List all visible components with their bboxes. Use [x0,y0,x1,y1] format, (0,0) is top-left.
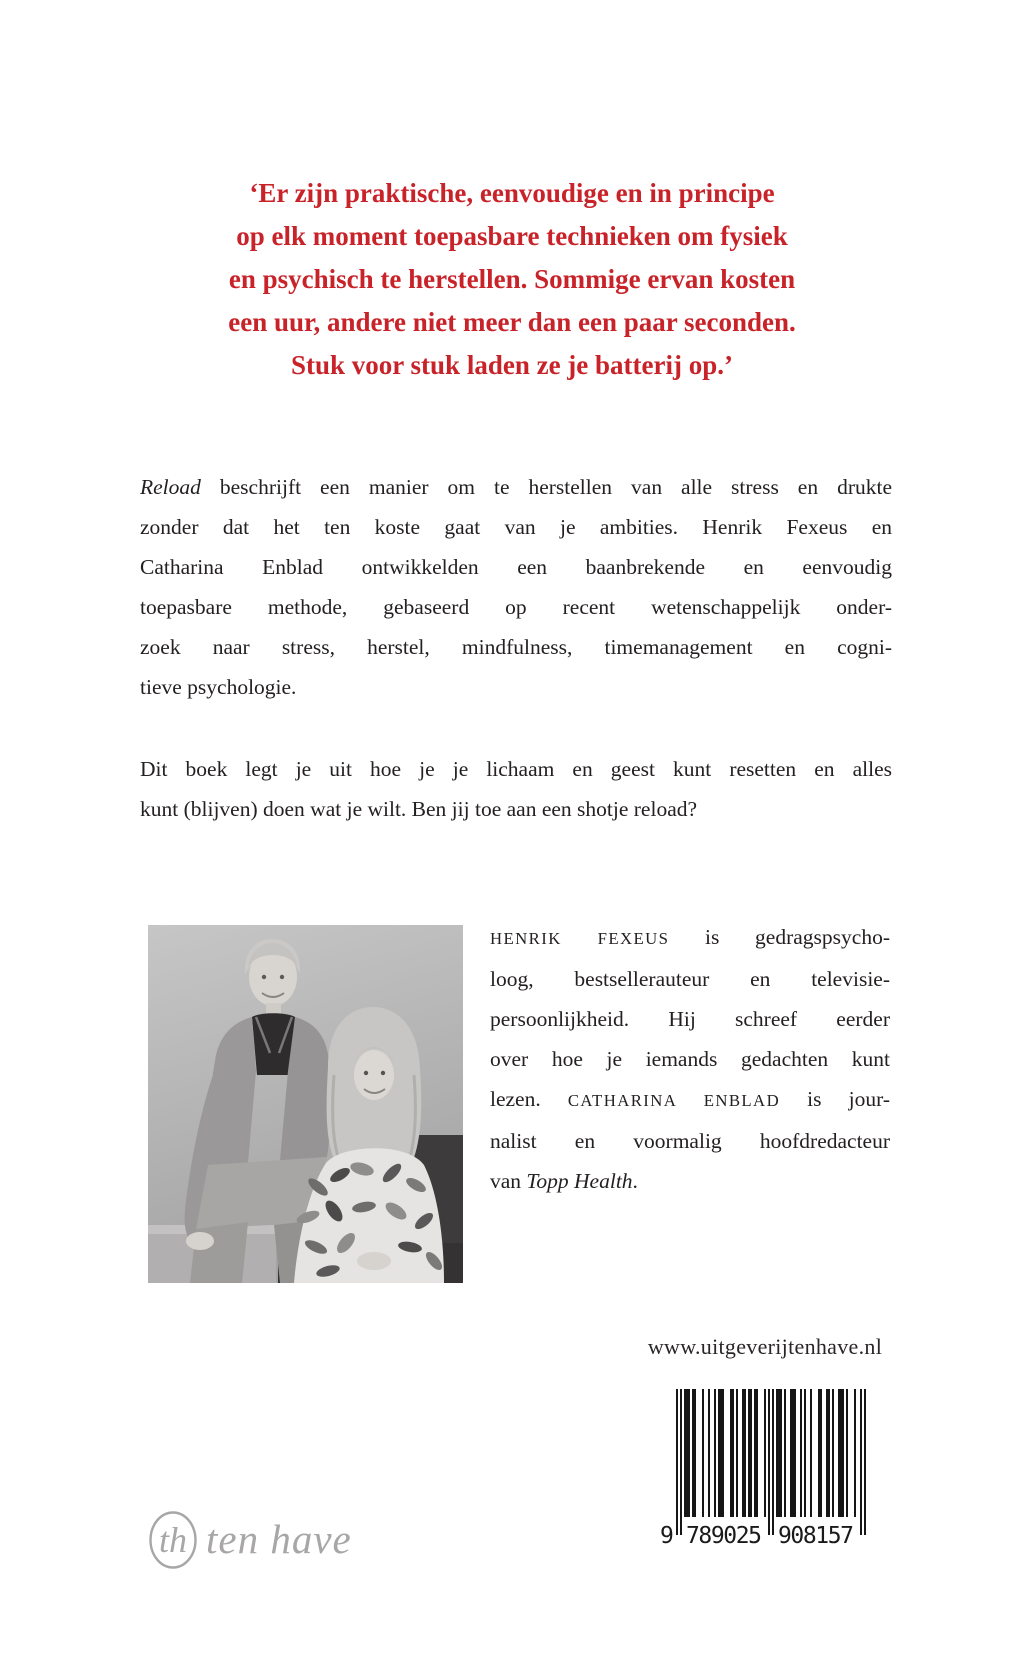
text-line [490,1079,890,1121]
barcode-bar [860,1389,862,1535]
barcode-bar [810,1389,812,1517]
logo-name: ten have [206,1516,352,1562]
text-line [140,627,892,667]
text-segment: CATHARINA ENBLAD [567,1091,781,1110]
barcode-bar [794,1389,796,1517]
text-segment: over hoe je iemands gedachten kunt [490,1047,890,1071]
barcode-bar [840,1389,842,1517]
barcode-bar [718,1389,720,1517]
barcode-bar [842,1389,844,1517]
barcode-bar [826,1389,828,1517]
text-line [490,959,890,999]
barcode-bar [722,1389,724,1517]
isbn-barcode [656,1389,868,1549]
barcode-bar [736,1389,738,1517]
barcode-bar [686,1389,688,1517]
barcode-bar [820,1389,822,1517]
barcode-bar [680,1389,682,1535]
barcode-bar [676,1389,678,1535]
barcode-bar [846,1389,848,1517]
barcode-bar [792,1389,794,1517]
text-segment: toepasbare methode, gebaseerd op recent wetenschappelijk onder- [140,595,892,619]
barcode-digits-right: 908157 [778,1523,854,1549]
barcode-bar [744,1389,746,1517]
barcode-bar [778,1389,780,1517]
text-segment: van [490,1169,527,1193]
barcode-bar [754,1389,756,1517]
text-line [490,1039,890,1079]
quote-line: ‘Er zijn praktische, eenvoudige en in principe [249,178,775,208]
barcode-bar [750,1389,752,1517]
barcode-bar [694,1389,696,1517]
text-segment: lezen. [490,1087,568,1111]
text-line [140,507,892,547]
barcode-bar [684,1389,686,1517]
text-line [490,917,890,959]
paragraph [140,467,892,707]
quote-line: en psychisch te herstellen. Sommige ervan kosten [228,264,796,294]
barcode-bar [780,1389,782,1517]
barcode-bar [784,1389,786,1517]
barcode-bar [692,1389,694,1517]
text-line [140,789,892,829]
barcode-bar [688,1389,690,1517]
barcode-digits-left: 789025 [686,1523,762,1549]
logo-monogram: th [159,1520,188,1560]
text-line [140,749,892,789]
barcode-bar [708,1389,710,1517]
text-segment: is jour- [780,1087,890,1111]
text-segment: nalist en voormalig hoofdredacteur [490,1129,890,1153]
text-line [490,1161,890,1201]
text-segment: Dit boek legt je uit hoe je je lichaam en geest kunt resetten en alles [140,757,892,781]
quote-line: Stuk voor stuk laden ze je batterij op.’ [291,350,733,380]
text-segment: is gedragspsycho- [669,925,890,949]
barcode-bar [702,1389,704,1517]
barcode-bar [804,1389,806,1517]
description-text [140,467,892,829]
barcode-bar [790,1389,792,1517]
text-segment: persoonlijkheid. Hij schreef eerder [490,1007,890,1031]
barcode-bar [732,1389,734,1517]
pull-quote [112,172,912,387]
barcode-bar [720,1389,722,1517]
text-segment: zoek naar stress, herstel, mindfulness, timemanagement en cogni- [140,635,892,659]
text-segment: . [632,1169,638,1193]
barcode-bar [864,1389,866,1535]
text-segment: zonder dat het ten koste gaat van je ambities. Henrik Fexeus en [140,515,892,539]
barcode-bar [756,1389,758,1517]
barcode-bar [818,1389,820,1517]
text-line [490,999,890,1039]
text-segment: Topp Health [526,1169,633,1193]
text-line [140,587,892,627]
barcode-bar [742,1389,744,1517]
text-line [490,1121,890,1161]
text-segment: kunt (blijven) doen wat je wilt. Ben jij toe aan een shotje reload? [140,797,698,821]
barcode-bar [854,1389,856,1517]
text-segment: HENRIK FEXEUS [490,929,670,948]
barcode-bar [800,1389,802,1517]
barcode-bar [838,1389,840,1517]
text-segment: Reload [140,475,201,499]
text-segment: beschrijft een manier om te herstellen van alle stress en drukte [200,475,892,499]
text-line [140,467,892,507]
barcode-bar [828,1389,830,1517]
text-line [140,547,892,587]
barcode-bar [772,1389,774,1535]
paragraph [140,749,892,829]
publisher-logo [146,1502,386,1576]
quote-line: op elk moment toepasbare technieken om fysiek [236,221,788,251]
barcode-bar [832,1389,834,1517]
barcode-bars [676,1389,866,1535]
text-segment: loog, bestsellerauteur en televisie- [490,967,890,991]
authors-photo [148,925,463,1283]
quote-line: een uur, andere niet meer dan een paar seconden. [228,307,796,337]
barcode-bar [768,1389,770,1535]
publisher-website: www.uitgeverijtenhave.nl [647,1334,883,1359]
text-segment: tieve psychologie. [140,675,297,699]
barcode-digit-lead: 9 [660,1523,674,1549]
author-bio [490,917,890,1201]
barcode-bar [714,1389,716,1517]
barcode-bar [764,1389,766,1517]
barcode-bar [776,1389,778,1517]
barcode-bar [730,1389,732,1517]
text-segment: Catharina Enblad ontwikkelden een baanbrekende en eenvoudig [140,555,892,579]
barcode-bar [748,1389,750,1517]
text-line [140,667,892,707]
